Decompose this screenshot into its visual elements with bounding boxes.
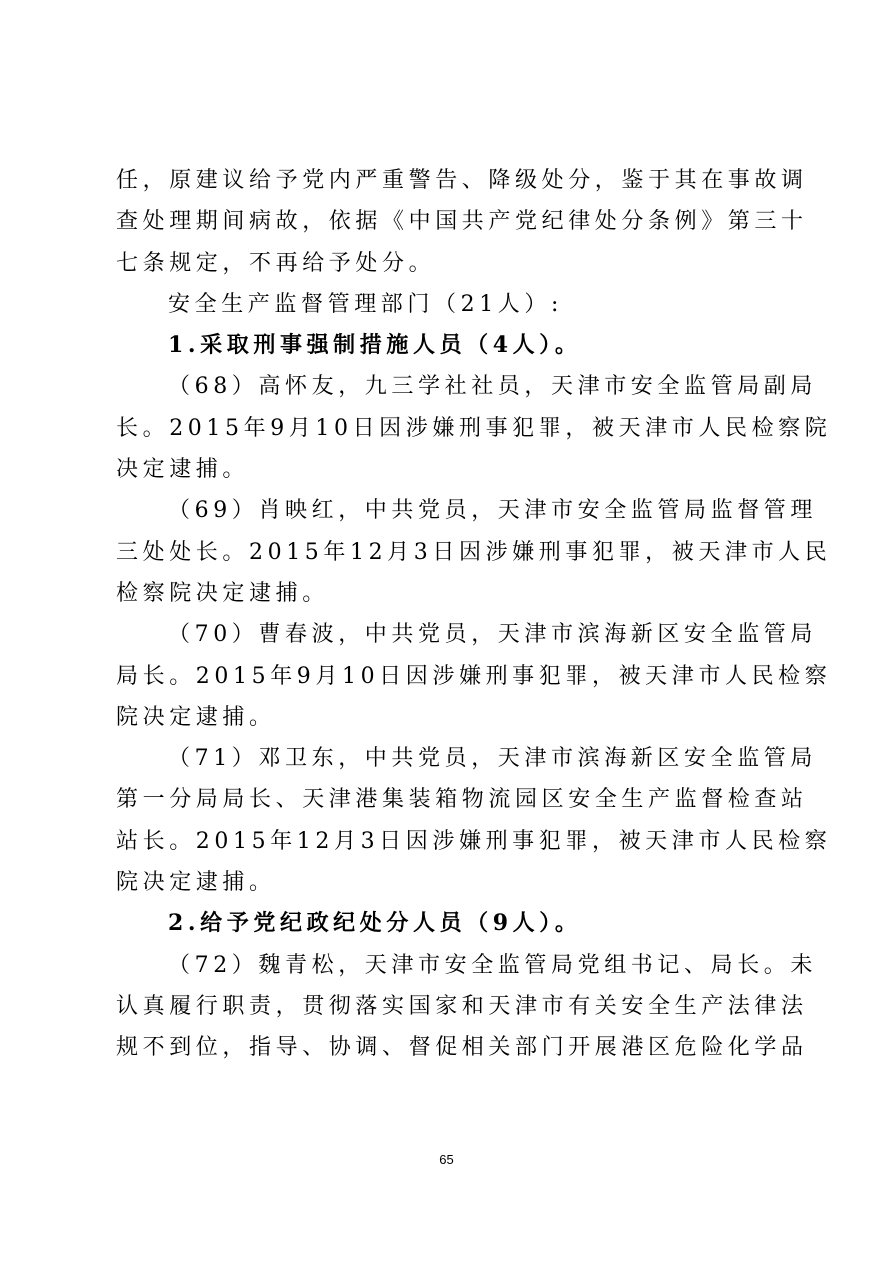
subsection-heading: 2.给予党纪政纪处分人员（9人）。	[168, 910, 582, 937]
paragraph-line: 检察院决定逮捕。	[116, 580, 329, 606]
paragraph-line: （68）高怀友，九三学社社员，天津市安全监管局副局	[168, 374, 817, 400]
paragraph-line: 七条规定，不再给予处分。	[116, 250, 436, 276]
section-heading: 安全生产监督管理部门（21人）:	[168, 291, 564, 317]
paragraph-line: 局长。2015年9月10日因涉嫌刑事犯罪，被天津市人民检察	[116, 663, 832, 689]
paragraph-line: 决定逮捕。	[116, 457, 250, 483]
subsection-heading: 1.采取刑事强制措施人员（4人）。	[168, 332, 582, 359]
page-number: 65	[439, 1152, 454, 1167]
paragraph-line: 长。2015年9月10日因涉嫌刑事犯罪，被天津市人民检察院	[116, 415, 832, 441]
document-body	[116, 160, 832, 1069]
paragraph-line: 查处理期间病故，依据《中国共产党纪律处分条例》第三十	[116, 209, 808, 235]
paragraph-line: （69）肖映红，中共党员，天津市安全监管局监督管理	[168, 498, 817, 524]
paragraph-line: 第一分局局长、天津港集装箱物流园区安全生产监督检查站	[116, 787, 808, 813]
paragraph-line: 规不到位，指导、协调、督促相关部门开展港区危险化学品	[116, 1035, 808, 1061]
paragraph-line: （72）魏青松，天津市安全监管局党组书记、局长。未	[168, 952, 817, 978]
paragraph-line: 院决定逮捕。	[116, 870, 276, 896]
paragraph-line: 任，原建议给予党内严重警告、降级处分，鉴于其在事故调	[116, 168, 808, 193]
paragraph-line: 站长。2015年12月3日因涉嫌刑事犯罪，被天津市人民检察	[116, 828, 832, 854]
paragraph-line: 院决定逮捕。	[116, 704, 276, 730]
paragraph-line: （71）邓卫东，中共党员，天津市滨海新区安全监管局	[168, 746, 817, 772]
paragraph-line: 认真履行职责，贯彻落实国家和天津市有关安全生产法律法	[116, 993, 808, 1019]
paragraph-line: （70）曹春波，中共党员，天津市滨海新区安全监管局	[168, 622, 817, 648]
paragraph-line: 三处处长。2015年12月3日因涉嫌刑事犯罪，被天津市人民	[116, 539, 832, 565]
